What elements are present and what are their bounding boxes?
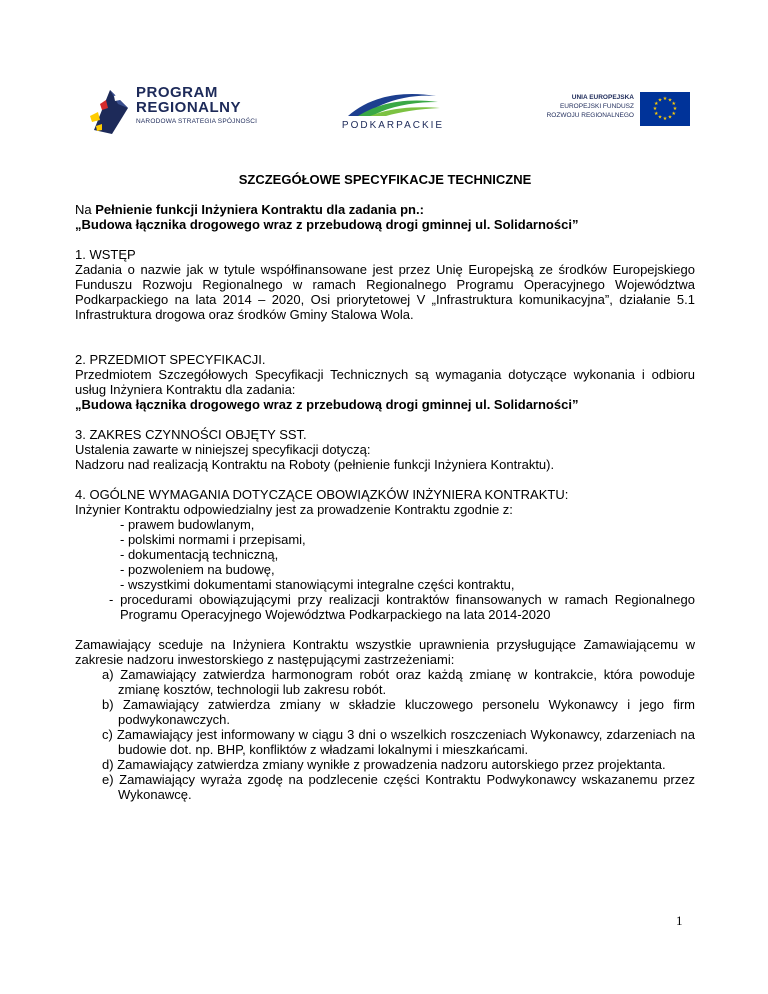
program-regionalny-emblem-icon bbox=[88, 82, 134, 136]
section4-heading: 4. OGÓLNE WYMAGANIA DOTYCZĄCE OBOWIĄZKÓW INŻYNIERA KONTRAKTU: bbox=[75, 487, 569, 502]
unia-europejska-logo bbox=[536, 92, 692, 126]
svg-text:★: ★ bbox=[667, 97, 673, 104]
program-regionalny-line2: REGIONALNY bbox=[136, 99, 242, 116]
svg-text:★: ★ bbox=[657, 97, 663, 104]
intro-task-name bbox=[75, 217, 695, 232]
unia-europejska-text bbox=[536, 93, 634, 120]
unia-europejska-line1: UNIA EUROPEJSKA bbox=[571, 94, 634, 101]
svg-text:★: ★ bbox=[654, 101, 659, 107]
program-regionalny-subtitle: NARODOWA STRATEGIA SPÓJNOŚCI bbox=[136, 118, 258, 125]
section3-line1: Ustalenia zawarte w niniejszej specyfikacji dotyczą: bbox=[75, 442, 371, 457]
section1-heading: 1. WSTĘP bbox=[75, 247, 136, 262]
podkarpackie-logo bbox=[328, 86, 458, 138]
program-regionalny-logo bbox=[88, 82, 273, 136]
podkarpackie-text: PODKARPACKIE bbox=[341, 120, 445, 131]
svg-text:★: ★ bbox=[667, 114, 673, 121]
list-item: d) Zamawiający zatwierdza zmiany wynikłe z prowadzenia nadzoru autorskiego przez projektanta. bbox=[102, 757, 666, 772]
section3-heading: 3. ZAKRES CZYNNOŚCI OBJĘTY SST. bbox=[75, 427, 307, 442]
intro-prefix: Na bbox=[75, 202, 96, 217]
svg-text:★: ★ bbox=[654, 111, 659, 117]
list-item: - procedurami obowiązującymi przy realizacji kontraktów finansowanych w ramach Regionalnego Programu Operacyjnego Województwa Podkarpackiego na lata 2014-2020 bbox=[109, 592, 695, 622]
section2-heading: 2. PRZEDMIOT SPECYFIKACJI. bbox=[75, 352, 266, 367]
list-item: a) Zamawiający zatwierdza harmonogram robót oraz każdą zmianę w kontrakcie, która powoduje zmianę kosztów, technologii lub zakresu robót. bbox=[102, 667, 695, 697]
document-body bbox=[75, 172, 695, 802]
svg-text:★: ★ bbox=[652, 106, 658, 112]
podkarpackie-hills-icon bbox=[328, 86, 458, 120]
intro-task-name-text: „Budowa łącznika drogowego wraz z przebudową drogi gminnej ul. Solidarności” bbox=[75, 217, 579, 232]
document-title: SZCZEGÓŁOWE SPECYFIKACJE TECHNICZNE bbox=[238, 172, 532, 187]
svg-text:★: ★ bbox=[672, 106, 678, 112]
svg-text:★: ★ bbox=[662, 96, 668, 102]
section4-intro: Inżynier Kontraktu odpowiedzialny jest za prowadzenie Kontraktu zgodnie z: bbox=[75, 502, 513, 517]
header-logos bbox=[0, 78, 768, 148]
section4-reservations-list bbox=[75, 667, 695, 802]
section2-body: Przedmiotem Szczegółowych Specyfikacji Technicznych są wymagania dotyczące wykonania i odbioru usług Inżyniera Kontraktu dla zadania: bbox=[75, 367, 695, 397]
eu-flag-icon bbox=[640, 92, 690, 126]
section2-task-name bbox=[75, 397, 695, 412]
section4-delegation: Zamawiający sceduje na Inżyniera Kontraktu wszystkie uprawnienia przysługujące Zamawiającemu w zakresie nadzoru inwestorskiego z następującymi zastrzeżeniami: bbox=[75, 637, 695, 667]
list-item: b) Zamawiający zatwierdza zmiany w składzie kluczowego personelu Wykonawcy i jego firm podwykonawczych. bbox=[102, 697, 695, 727]
list-item: - pozwoleniem na budowę, bbox=[120, 562, 275, 577]
list-item: c) Zamawiający jest informowany w ciągu 3 dni o wszelkich roszczeniach Wykonawcy, zdarzeniach na budowie dot. np. BHP, konfliktów z władzami lokalnymi i mieszkańcami. bbox=[102, 727, 695, 757]
svg-text:★: ★ bbox=[662, 116, 668, 122]
section2-task-name-text: „Budowa łącznika drogowego wraz z przebudową drogi gminnej ul. Solidarności” bbox=[75, 397, 579, 412]
intro-line1 bbox=[75, 202, 695, 217]
unia-europejska-line2: EUROPEJSKI FUNDUSZ bbox=[559, 103, 634, 110]
list-item: - dokumentacją techniczną, bbox=[120, 547, 279, 562]
svg-text:★: ★ bbox=[671, 111, 676, 117]
program-regionalny-text bbox=[136, 85, 257, 125]
page-number: 1 bbox=[676, 913, 683, 928]
list-item: - polskimi normami i przepisami, bbox=[120, 532, 306, 547]
section3-line2: Nadzoru nad realizacją Kontraktu na Roboty (pełnienie funkcji Inżyniera Kontraktu). bbox=[75, 457, 555, 472]
program-regionalny-line1: PROGRAM bbox=[136, 84, 218, 101]
list-item: - prawem budowlanym, bbox=[120, 517, 255, 532]
section1-body: Zadania o nazwie jak w tytule współfinansowane jest przez Unię Europejską ze środków Europejskiego Funduszu Rozwoju Regionalnego w ramach Regionalnego Programu Operacyjnego Województwa Podkarpackiego na lata 2014 – 2020, Osi priorytetowej V „Infrastruktura komunikacyjna”, działanie 5.1 Infrastruktura drogowa oraz środków Gminy Stalowa Wola. bbox=[75, 262, 695, 322]
section4-compliance-list bbox=[75, 517, 695, 622]
intro-task-label: Pełnienie funkcji Inżyniera Kontraktu dla zadania pn.: bbox=[95, 202, 424, 217]
list-item: e) Zamawiający wyraża zgodę na podzlecenie części Kontraktu Podwykonawcy wskazanemu przez Wykonawcę. bbox=[102, 772, 695, 802]
svg-text:★: ★ bbox=[657, 114, 663, 121]
unia-europejska-line3: ROZWOJU REGIONALNEGO bbox=[546, 112, 634, 119]
list-item: - wszystkimi dokumentami stanowiącymi integralne części kontraktu, bbox=[120, 577, 515, 592]
svg-text:★: ★ bbox=[671, 101, 676, 107]
